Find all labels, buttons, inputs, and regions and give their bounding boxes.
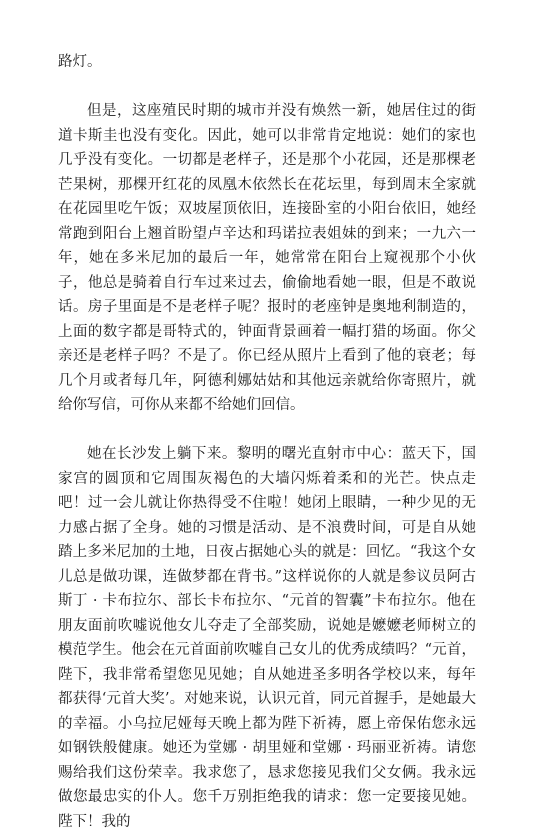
- paragraph-sofa-recollection: 她在长沙发上躺下来。黎明的曙光直射市中心：蓝天下，国家宫的圆顶和它周围灰褐色的大墙闪烁着柔和的光芒。快点走吧！过一会儿就让你热得受不住啦！她闭上眼睛，一种少见的无力感占据了全身。她的习惯是活动、是不浪费时间，可是自从她踏上多米尼加的土地，日夜占据她心头的就是：回忆。“我这个女儿总是做功课，连做梦都在背书。”这样说你的人就是参议员阿古斯丁 · 卡布拉尔、部长卡布拉尔、“元首的智囊”卡布拉尔。他在朋友面前吹嘘说他女儿夺走了全部奖励，说她是嬷嬷老师树立的模范学生。他会在元首面前吹嘘自己女儿的优秀成绩吗？“元首，陛下，我非常希望您见见她；自从她进圣多明各学校以来，每年都获得‘元首大奖’。对她来说，认识元首，同元首握手，是她最大的幸福。小乌拉尼娅每天晚上都为陛下祈祷，愿上帝保佑您永远如钢铁般健康。她还为堂娜 · 胡里娅和堂娜 · 玛丽亚祈祷。请您赐给我们这份荣幸。我求您了，恳求您接见我们父女俩。我永远做您最忠实的仆人。您千万别拒绝我的请求：您一定要接见她。陛下！我的: [58, 446, 476, 830]
- paragraph-house-memories: 但是，这座殖民时期的城市并没有焕然一新，她居住过的街道卡斯圭也没有变化。因此，她可以非常肯定地说：她们的家也几乎没有变化。一切都是老样子，还是那个小花园，还是那棵老芒果树，那棵开红花的凤凰木依然长在花坛里，每到周末全家就在花园里吃午饭；双坡屋顶依旧，连接卧室的小阳台依旧，她经常跑到阳台上翘首盼望卢辛达和玛诺拉表姐妹的到来；一九六一年，她在多米尼加的最后一年，她常常在阳台上窥视那个小伙子，他总是骑着自行车过来过去，偷偷地看她一眼，但是不敢说话。房子里面是不是老样子呢？报时的老座钟是奥地利制造的，上面的数字都是哥特式的，钟面背景画着一幅打猎的场面。你父亲还是老样子吗？不是了。你已经从照片上看到了他的衰老；每几个月或者每几年，阿德利娜姑姑和其他远亲就给你寄照片，就给你写信，可你从来都不给她们回信。: [58, 103, 476, 413]
- document-page: [58, 50, 476, 834]
- paragraph-continuation: 路灯。: [58, 54, 102, 70]
